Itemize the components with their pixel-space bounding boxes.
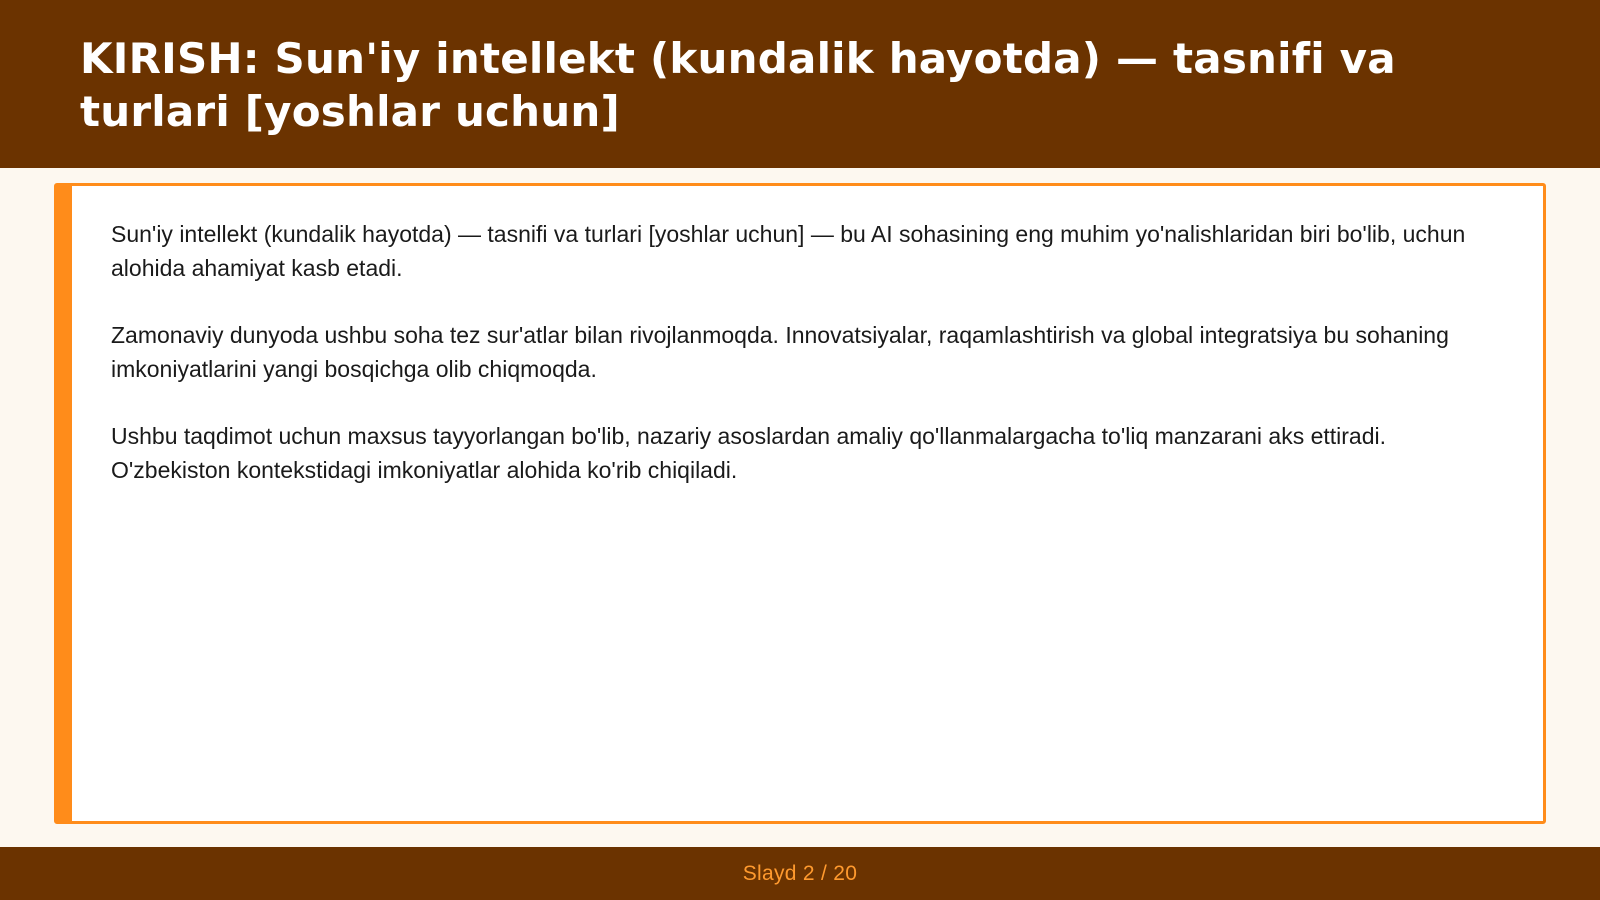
paragraph-presentation: Ushbu taqdimot uchun maxsus tayyorlangan bo'lib, nazariy asoslardan amaliy qo'llanmalargacha to'liq manzarani aks ettiradi. O'zbekiston kontekstidagi imkoniyatlar alohida ko'rib chiqiladi. [111,423,1387,483]
slide-footer [0,847,1600,900]
slide-title: KIRISH: Sun'iy intellekt (kundalik hayotda) — tasnifi va turlari [yoshlar uchun] [80,34,1396,136]
content-card [54,183,1546,824]
slide-header [0,0,1600,168]
paragraph-intro: Sun'iy intellekt (kundalik hayotda) — tasnifi va turlari [yoshlar uchun] — bu AI sohasining eng muhim yo'nalishlaridan biri bo'lib, uchun alohida ahamiyat kasb etadi. [111,221,1466,281]
slide-counter: Slayd 2 / 20 [742,861,858,885]
paragraph-modern-world: Zamonaviy dunyoda ushbu soha tez sur'atlar bilan rivojlanmoqda. Innovatsiyalar, raqamlashtirish va global integratsiya bu sohaning imkoniyatlarini yangi bosqichga olib chiqmoqda. [111,322,1449,382]
